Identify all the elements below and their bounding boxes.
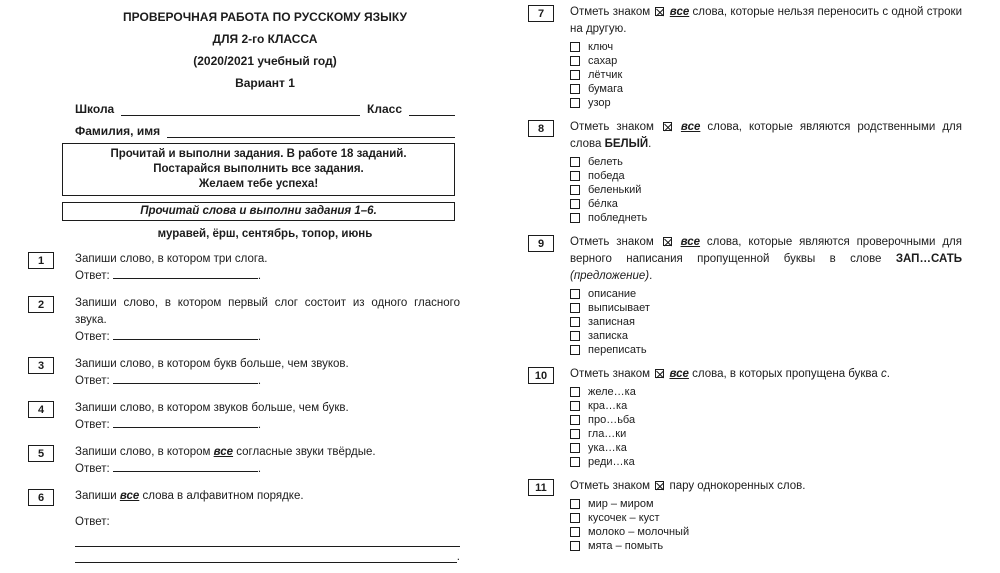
task-number-box: 5	[28, 445, 54, 462]
left-task-list	[25, 251, 483, 563]
document-header	[75, 6, 455, 94]
task-prompt: Запиши слово, в котором звуков больше, чем букв.	[75, 402, 349, 414]
option-label: переписать	[588, 344, 647, 356]
task-item	[528, 234, 990, 357]
option-label: реди…ка	[588, 456, 635, 468]
answer-label: Ответ:	[75, 331, 113, 343]
answer-period: .	[257, 375, 262, 387]
answer-period: .	[257, 270, 262, 282]
task-prompt: Запиши слово, в котором первый слог состоит из одного гласного звука.	[75, 297, 460, 326]
checkbox[interactable]	[570, 171, 580, 181]
option-label: гла…ки	[588, 428, 627, 440]
task-item	[528, 119, 990, 225]
task-prompt: Запиши все слова в алфавитном порядке.	[75, 490, 304, 502]
option-row	[570, 211, 962, 225]
task-item	[25, 295, 483, 346]
option-row	[570, 343, 962, 357]
task-body	[75, 488, 460, 563]
crossed-checkbox-icon	[663, 237, 672, 246]
checkbox[interactable]	[570, 213, 580, 223]
checkbox[interactable]	[570, 185, 580, 195]
checkbox[interactable]	[570, 345, 580, 355]
name-row	[75, 116, 455, 138]
answer-blank-line[interactable]	[113, 417, 258, 428]
checkbox[interactable]	[570, 541, 580, 551]
task-number-box: 1	[28, 252, 54, 269]
answer-label: Ответ:	[75, 463, 113, 475]
option-row	[570, 427, 962, 441]
checkbox[interactable]	[570, 84, 580, 94]
doc-year-line: (2020/2021 учебный год)	[193, 54, 337, 68]
checkbox[interactable]	[570, 387, 580, 397]
checkbox[interactable]	[570, 499, 580, 509]
instruction-box	[62, 143, 455, 196]
task-number-box: 11	[528, 479, 554, 496]
option-label: победа	[588, 170, 625, 182]
option-row	[570, 96, 962, 110]
checkbox[interactable]	[570, 527, 580, 537]
checkbox[interactable]	[570, 42, 580, 52]
task-body	[75, 356, 460, 390]
task-body	[75, 444, 460, 478]
option-label: ключ	[588, 41, 614, 53]
school-label: Школа	[75, 102, 115, 116]
option-row	[570, 385, 962, 399]
crossed-checkbox-icon	[655, 481, 664, 490]
checkbox[interactable]	[570, 56, 580, 66]
task-body	[570, 366, 962, 469]
option-row	[570, 155, 962, 169]
task-body	[570, 119, 962, 225]
checkbox[interactable]	[570, 70, 580, 80]
option-label: выписывает	[588, 302, 650, 314]
instruction-line: Прочитай и выполни задания. В работе 18 заданий.	[110, 148, 407, 160]
task-number-box: 3	[28, 357, 54, 374]
checkbox[interactable]	[570, 415, 580, 425]
task-body	[570, 4, 962, 110]
option-label: мир – миром	[588, 498, 654, 510]
option-label: ука…ка	[588, 442, 627, 454]
options-list	[570, 155, 962, 225]
option-row	[570, 511, 962, 525]
checkbox[interactable]	[570, 98, 580, 108]
task-number-box: 2	[28, 296, 54, 313]
option-label: лётчик	[588, 69, 623, 81]
task-prompt: Запиши слово, в котором все согласные звуки твёрдые.	[75, 446, 376, 458]
name-label: Фамилия, имя	[75, 124, 161, 138]
task-number-box: 8	[528, 120, 554, 137]
option-row	[570, 40, 962, 54]
option-row	[570, 455, 962, 469]
task-prompt: Запиши слово, в котором букв больше, чем звуков.	[75, 358, 349, 370]
checkbox[interactable]	[570, 443, 580, 453]
task-body	[75, 400, 460, 434]
option-row	[570, 329, 962, 343]
answer-label: Ответ:	[75, 419, 113, 431]
crossed-checkbox-icon	[655, 369, 664, 378]
option-label: сахар	[588, 55, 618, 67]
answer-blank-line[interactable]	[113, 461, 258, 472]
options-list	[570, 497, 962, 553]
task-body	[570, 234, 962, 357]
answer-row	[75, 461, 460, 478]
answer-label: Ответ:	[75, 516, 110, 528]
option-row	[570, 169, 962, 183]
school-class-row	[75, 94, 455, 116]
task-item	[25, 444, 483, 478]
word-list: муравей, ёрш, сентябрь, топор, июнь	[157, 228, 373, 240]
task-prompt: Отметь знаком все слова, в которых пропущена буква с.	[570, 368, 890, 380]
answer-blank-line[interactable]	[113, 329, 258, 340]
task-item	[25, 251, 483, 285]
option-row	[570, 441, 962, 455]
answer-label: Ответ:	[75, 375, 113, 387]
task-number-box: 9	[528, 235, 554, 252]
answer-row	[75, 329, 460, 346]
option-row	[570, 315, 962, 329]
answer-blank-line[interactable]	[113, 373, 258, 384]
checkbox[interactable]	[570, 303, 580, 313]
task-body	[75, 295, 460, 346]
left-column	[25, 6, 483, 573]
option-label: белеть	[588, 156, 623, 168]
option-row	[570, 54, 962, 68]
option-label: кусочек – куст	[588, 512, 660, 524]
checkbox[interactable]	[570, 289, 580, 299]
right-task-list	[528, 4, 990, 553]
task-number-box: 6	[28, 489, 54, 506]
task-prompt: Отметь знаком пару однокоренных слов.	[570, 480, 806, 492]
answer-period: .	[456, 551, 460, 563]
options-list	[570, 287, 962, 357]
option-row	[570, 301, 962, 315]
option-row	[570, 82, 962, 96]
doc-variant-line: Вариант 1	[235, 76, 295, 90]
instruction-line: Постарайся выполнить все задания.	[153, 163, 364, 175]
option-row	[570, 183, 962, 197]
answer-blank-line[interactable]	[113, 268, 258, 279]
task-prompt: Отметь знаком все слова, которые являются родственными для слова БЕЛЫЙ.	[570, 121, 962, 150]
option-label: про…ьба	[588, 414, 636, 426]
doc-grade-line: ДЛЯ 2-го КЛАССА	[212, 32, 318, 46]
option-row	[570, 525, 962, 539]
class-label: Класс	[367, 102, 402, 116]
option-row	[570, 399, 962, 413]
option-row	[570, 287, 962, 301]
option-row	[570, 197, 962, 211]
option-label: мята – помыть	[588, 540, 664, 552]
class-blank-line[interactable]	[409, 102, 455, 116]
task-item	[25, 356, 483, 390]
task-prompt: Отметь знаком все слова, которые нельзя переносить с одной строки на другую.	[570, 6, 963, 35]
checkbox[interactable]	[570, 513, 580, 523]
school-blank-line[interactable]	[121, 102, 360, 116]
task-item	[528, 478, 990, 553]
answer-period: .	[257, 331, 262, 343]
crossed-checkbox-icon	[663, 122, 672, 131]
option-label: побледнеть	[588, 212, 648, 224]
answer-row	[75, 268, 460, 285]
section-heading: Прочитай слова и выполни задания 1–6.	[62, 202, 455, 221]
option-label: описание	[588, 288, 637, 300]
answer-line-2-row	[75, 547, 460, 563]
option-label: записка	[588, 330, 628, 342]
options-list	[570, 385, 962, 469]
task-item	[25, 488, 483, 563]
answer-line-2[interactable]	[75, 550, 457, 563]
option-label: записная	[588, 316, 635, 328]
option-label: узор	[588, 97, 611, 109]
answer-row	[75, 417, 460, 434]
checkbox[interactable]	[570, 457, 580, 467]
right-column	[528, 4, 990, 562]
checkbox[interactable]	[570, 429, 580, 439]
option-label: молоко – молочный	[588, 526, 690, 538]
option-label: кра…ка	[588, 400, 628, 412]
option-label: бумага	[588, 83, 624, 95]
task-body	[75, 251, 460, 285]
answer-label: Ответ:	[75, 270, 113, 282]
option-row	[570, 497, 962, 511]
task-prompt: Отметь знаком все слова, которые являются проверочными для верного написания пропущенной буквы в слове ЗАП…САТЬ (предложение).	[570, 236, 962, 282]
checkbox[interactable]	[570, 317, 580, 327]
task-item	[528, 366, 990, 469]
checkbox[interactable]	[570, 331, 580, 341]
answer-line-1[interactable]	[75, 534, 460, 547]
task-body	[570, 478, 962, 553]
options-list	[570, 40, 962, 110]
option-row	[570, 539, 962, 553]
name-blank-line[interactable]	[167, 124, 455, 138]
task-number-box: 7	[528, 5, 554, 22]
task-number-box: 4	[28, 401, 54, 418]
option-row	[570, 68, 962, 82]
checkbox[interactable]	[570, 157, 580, 167]
answer-period: .	[257, 463, 262, 475]
answer-row	[75, 373, 460, 390]
task-prompt: Запиши слово, в котором три слога.	[75, 253, 268, 265]
doc-title: ПРОВЕРОЧНАЯ РАБОТА ПО РУССКОМУ ЯЗЫКУ	[123, 10, 407, 24]
task-item	[25, 400, 483, 434]
crossed-checkbox-icon	[655, 7, 664, 16]
option-row	[570, 413, 962, 427]
task-number-box: 10	[528, 367, 554, 384]
option-label: бе́лка	[588, 198, 618, 210]
answer-period: .	[257, 419, 262, 431]
checkbox[interactable]	[570, 199, 580, 209]
instruction-line: Желаем тебе успеха!	[198, 178, 319, 190]
option-label: беленький	[588, 184, 642, 196]
checkbox[interactable]	[570, 401, 580, 411]
task-item	[528, 4, 990, 110]
option-label: желе…ка	[588, 386, 636, 398]
